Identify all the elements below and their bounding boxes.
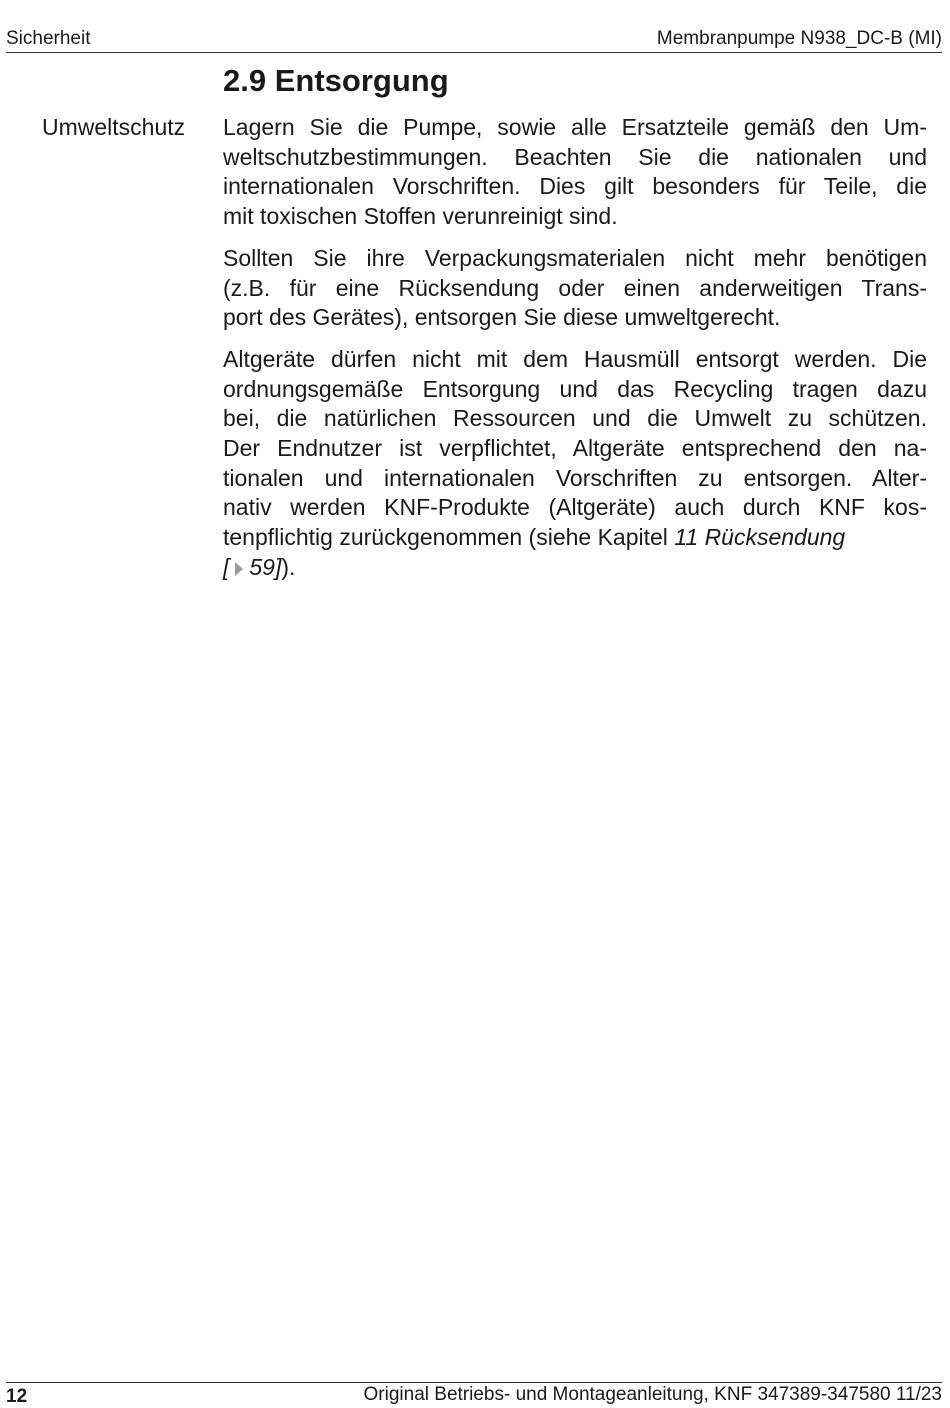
text-line: Der Endnutzer ist verpflichtet, Altgeräte entsprechend den na-: [223, 435, 927, 462]
text-line: internationalen Vorschriften. Dies gilt besonders für Teile, die: [223, 173, 927, 200]
header-chapter: Sicherheit: [6, 28, 91, 49]
paragraph-3: [223, 345, 927, 583]
text-line: (z.B. für eine Rücksendung oder einen anderweitigen Trans-: [223, 274, 927, 301]
text-fragment: ).: [281, 553, 296, 580]
text-line: port des Gerätes), entsorgen Sie diese umweltgerecht.: [223, 304, 781, 331]
text-line: Lagern Sie die Pumpe, sowie alle Ersatzteile gemäß den Um-: [223, 114, 927, 140]
text-line: ordnungsgemäße Entsorgung und das Recycling tragen dazu: [223, 375, 927, 402]
text-line: nativ werden KNF-Produkte (Altgeräte) auch durch KNF kos-: [223, 494, 927, 521]
page-number: 12: [6, 1386, 28, 1407]
text-line: [223, 553, 927, 583]
text-line-with-xref: [223, 523, 927, 553]
text-line: tionalen und internationalen Vorschriften zu entsorgen. Alter-: [223, 464, 927, 491]
page-reference-open: [: [223, 553, 230, 580]
page-footer: [6, 1382, 942, 1408]
margin-label: Umweltschutz: [42, 114, 186, 140]
text-line: Altgeräte dürfen nicht mit dem Hausmüll entsorgt werden. Die: [223, 345, 927, 372]
page-reference-link[interactable]: 59]: [249, 553, 282, 580]
text-fragment: tenpflichtig zurückgenommen (siehe Kapitel: [223, 524, 675, 551]
chapter-reference-link[interactable]: 11 Rücksendung: [674, 524, 846, 551]
header-product: Membranpumpe N938_DC-B (MI): [656, 28, 942, 49]
section-body: [223, 113, 927, 595]
page-header: [6, 28, 942, 53]
text-line: mit toxischen Stoffen verunreinigt sind.: [223, 203, 618, 230]
text-line: weltschutzbestimmungen. Beachten Sie die nationalen und: [223, 143, 927, 170]
paragraph-1: [223, 113, 927, 232]
page-reference-arrow-icon: [235, 562, 243, 576]
text-line: Sollten Sie ihre Verpackungsmaterialen nicht mehr benötigen: [223, 244, 927, 271]
paragraph-2: [223, 244, 927, 333]
section-title: 2.9 Entsorgung: [223, 63, 449, 98]
text-line: bei, die natürlichen Ressourcen und die Umwelt zu schützen.: [223, 405, 927, 432]
document-reference: Original Betriebs- und Montageanleitung, KNF 347389-347580 11/23: [363, 1384, 942, 1405]
